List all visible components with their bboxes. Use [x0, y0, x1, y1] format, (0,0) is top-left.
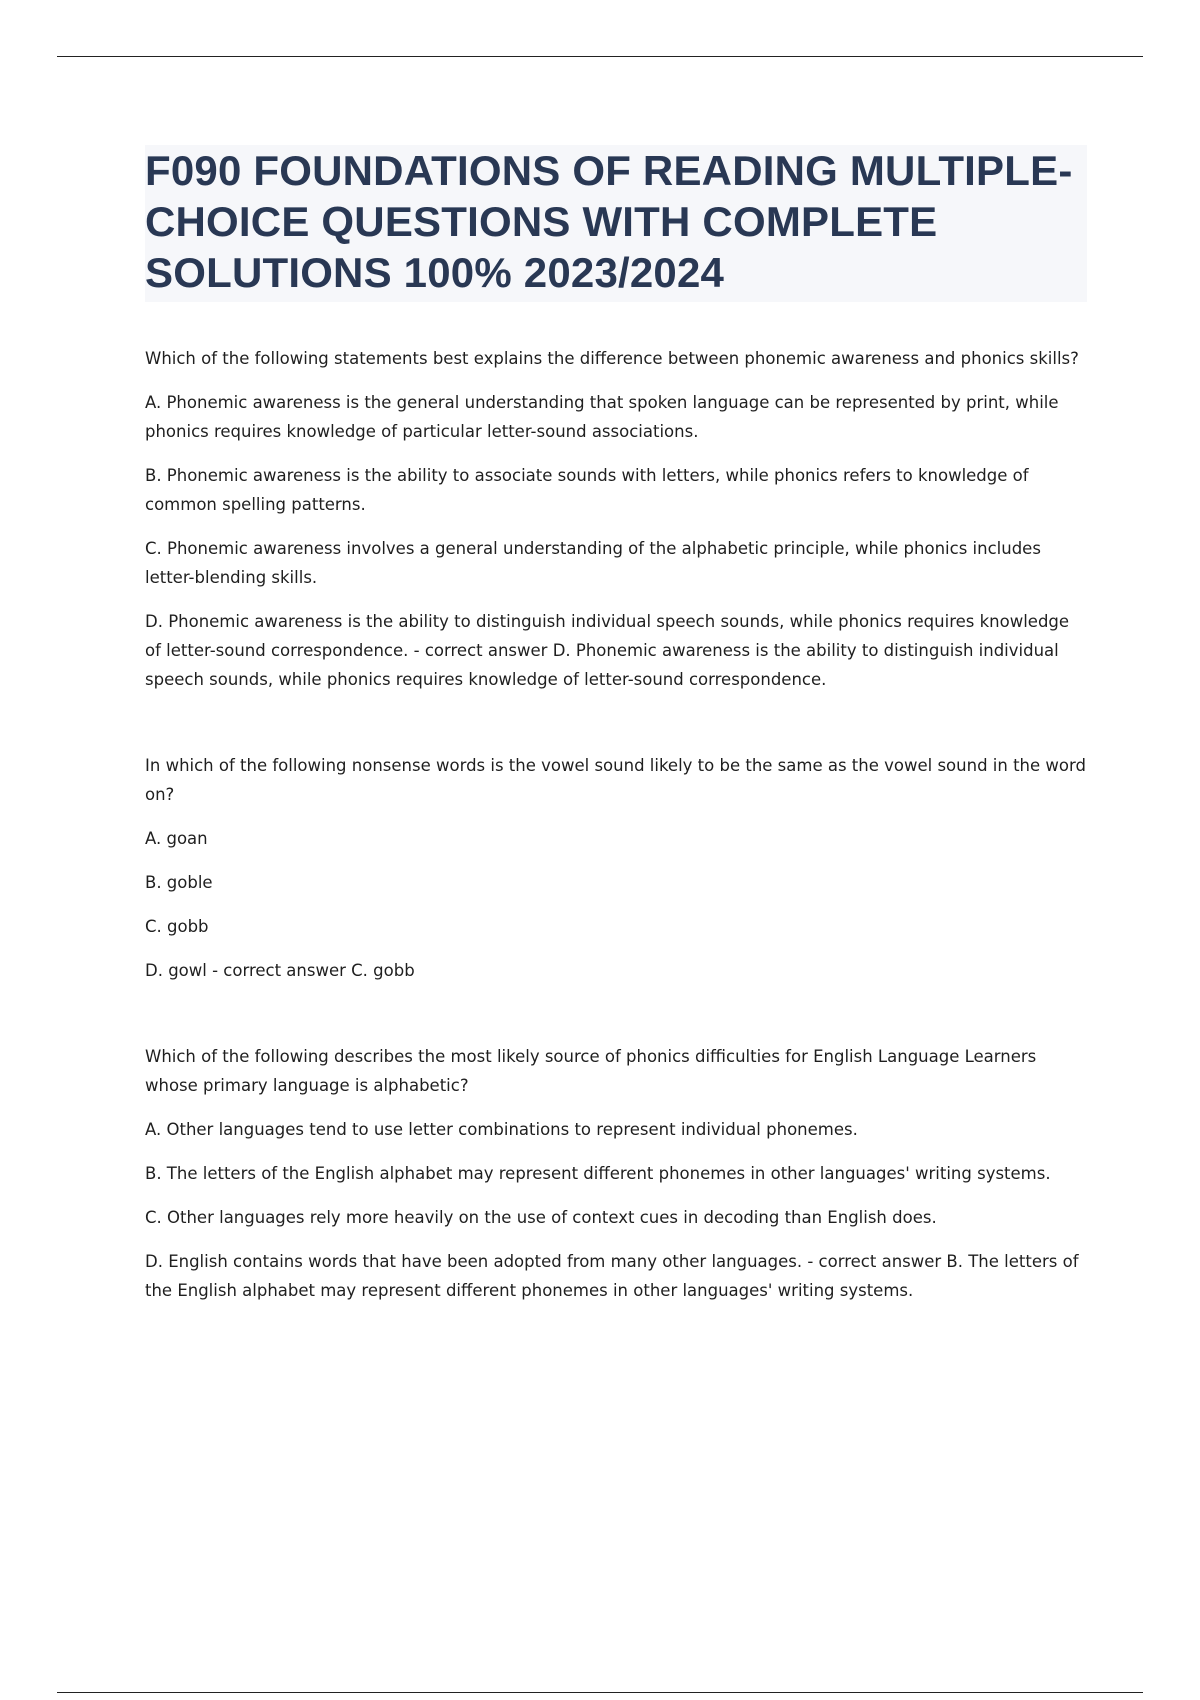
answer-option: A. Phonemic awareness is the general understanding that spoken language can be represented by print, while phonics requires knowledge of particular letter-sound associations.: [145, 393, 1059, 441]
answer-option: A. goan: [145, 829, 208, 848]
question-block: [145, 751, 1087, 985]
answer-option: B. goble: [145, 873, 213, 892]
answer-option: D. English contains words that have been adopted from many other languages. - correct answer B. The letters of the English alphabet may represent different phonemes in other languages' writing systems.: [145, 1252, 1079, 1300]
answer-option: C. Phonemic awareness involves a general understanding of the alphabetic principle, while phonics includes letter-blending skills.: [145, 539, 1041, 587]
top-divider: [57, 56, 1143, 57]
answer-option: D. gowl - correct answer C. gobb: [145, 961, 415, 980]
answer-option: A. Other languages tend to use letter combinations to represent individual phonemes.: [145, 1120, 858, 1139]
question-block: [145, 344, 1087, 694]
question-block: [145, 1042, 1087, 1305]
title-banner: [145, 145, 1087, 302]
answer-option: C. Other languages rely more heavily on the use of context cues in decoding than English does.: [145, 1208, 937, 1227]
answer-option: D. Phonemic awareness is the ability to distinguish individual speech sounds, while phonics requires knowledge of letter-sound correspondence. - correct answer D. Phonemic awareness is the ability to distinguish individual speech sounds, while phonics requires knowledge of letter-sound correspondence.: [145, 612, 1070, 689]
question-prompt: Which of the following statements best explains the difference between phonemic awareness and phonics skills?: [145, 349, 1079, 368]
document-title: F090 FOUNDATIONS OF READING MULTIPLE-CHOICE QUESTIONS WITH COMPLETE SOLUTIONS 100% 2023/2024: [145, 147, 1073, 296]
answer-option: B. Phonemic awareness is the ability to associate sounds with letters, while phonics refers to knowledge of common spelling patterns.: [145, 466, 1029, 514]
question-list: [145, 344, 1087, 1320]
question-prompt: Which of the following describes the most likely source of phonics difficulties for English Language Learners whose primary language is alphabetic?: [145, 1047, 1037, 1095]
question-prompt: In which of the following nonsense words is the vowel sound likely to be the same as the vowel sound in the word on?: [145, 756, 1086, 804]
answer-option: B. The letters of the English alphabet may represent different phonemes in other languages' writing systems.: [145, 1164, 1051, 1183]
bottom-divider: [57, 1692, 1143, 1693]
answer-option: C. gobb: [145, 917, 209, 936]
